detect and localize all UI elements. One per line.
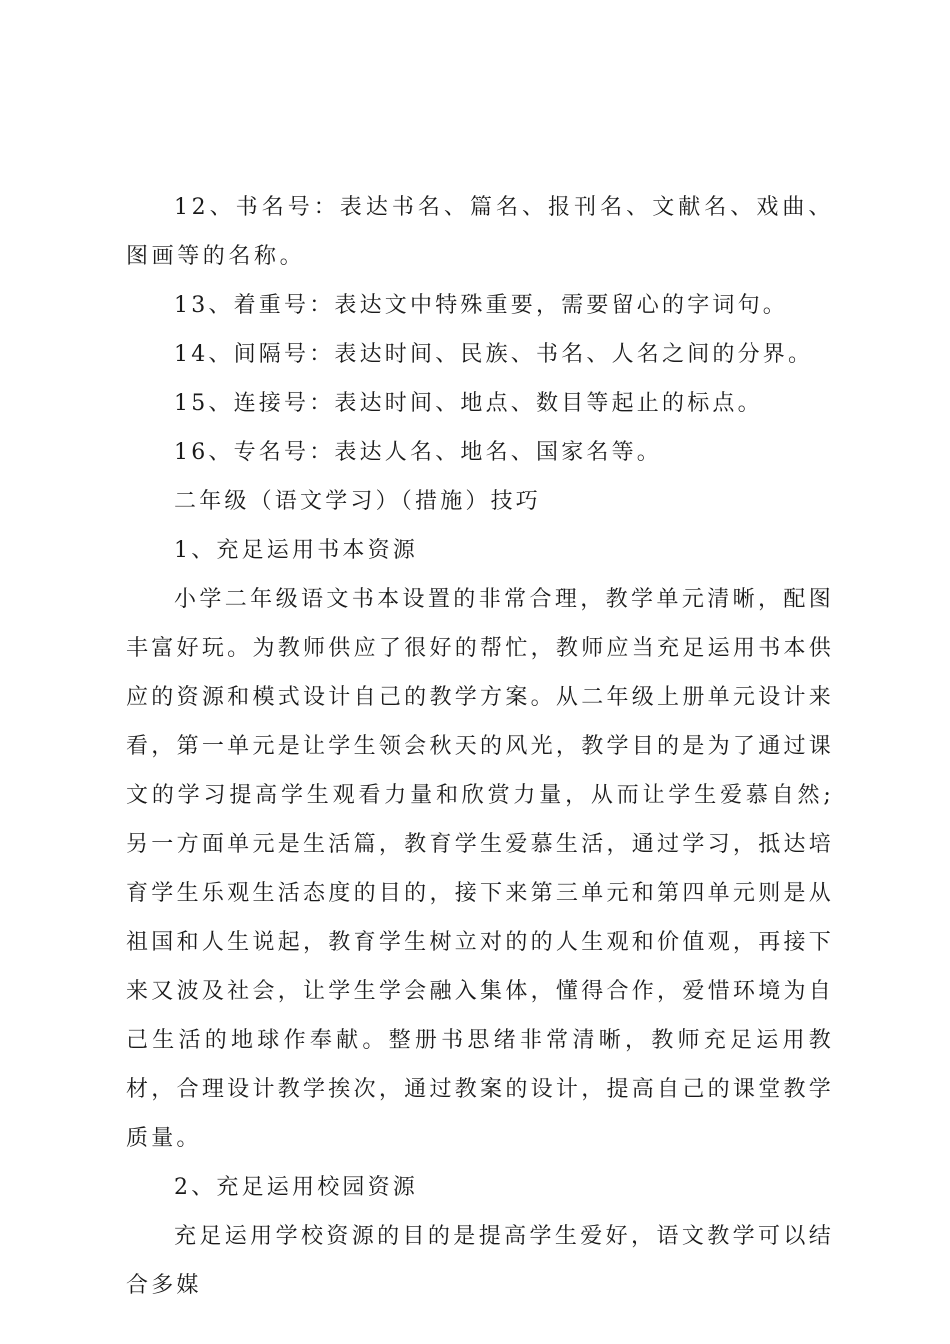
paragraph-book-title-mark: 12、书名号：表达书名、篇名、报刊名、文献名、戏曲、图画等的名称。 [126, 195, 834, 269]
paragraph-interpunct: 14、间隔号：表达时间、民族、书名、人名之间的分界。 [174, 342, 814, 367]
document-body [126, 183, 834, 1310]
section-heading: 二年级（语文学习）（措施）技巧 [174, 489, 542, 514]
paragraph-textbook-resources: 小学二年级语文书本设置的非常合理，教学单元清晰，配图丰富好玩。为教师供应了很好的帮忙，教师应当充足运用书本供应的资源和模式设计自己的教学方案。从二年级上册单元设计来看，第一单元是让学生领会秋天的风光，教学目的是为了通过课文的学习提高学生观看力量和欣赏力量，从而让学生爱慕自然;另一方面单元是生活篇，教育学生爱慕生活，通过学习，抵达培育学生乐观生活态度的目的，接下来第三单元和第四单元则是从祖国和人生说起，教育学生树立对的的人生观和价值观，再接下来又波及社会，让学生学会融入集体，懂得合作，爱惜环境为自己生活的地球作奉献。整册书思绪非常清晰，教师充足运用教材，合理设计教学挨次，通过教案的设计，提高自己的课堂教学质量。 [126, 587, 834, 1151]
paragraph-dash-mark: 15、连接号：表达时间、地点、数目等起止的标点。 [174, 391, 763, 416]
paragraph-campus-resources: 充足运用学校资源的目的是提高学生爱好，语文教学可以结合多媒 [126, 1224, 834, 1298]
subheading-textbook-resources: 1、充足运用书本资源 [174, 538, 418, 563]
paragraph-emphasis-mark: 13、着重号：表达文中特殊重要，需要留心的字词句。 [174, 293, 788, 318]
subheading-campus-resources: 2、充足运用校园资源 [174, 1175, 418, 1200]
paragraph-proper-noun-mark: 16、专名号：表达人名、地名、国家名等。 [174, 440, 662, 465]
